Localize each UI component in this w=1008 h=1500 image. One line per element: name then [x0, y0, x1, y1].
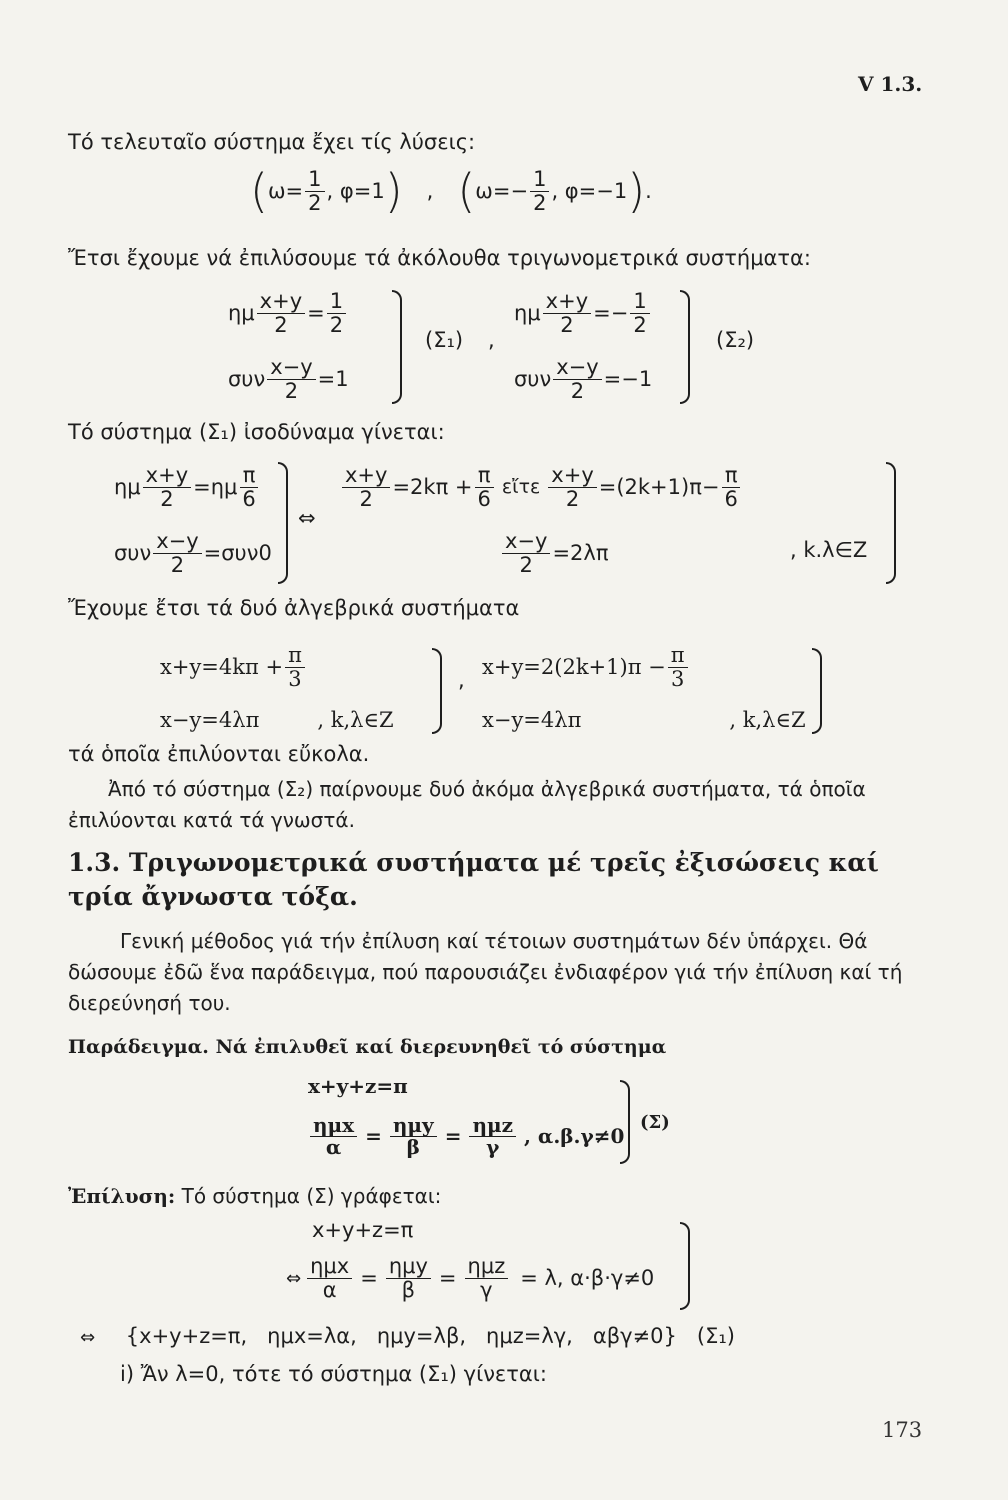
equiv-left: ημ $\frac{x+y}{2}$ =ημ $\frac{\pi}{6}$ συν $\frac{x-y}{2}$ =συν0: [114, 463, 272, 577]
text-line: Ἔχουμε ἔτσι τά δυό ἀλγεβρικά συστήματα: [68, 596, 520, 620]
brace: [812, 648, 822, 734]
brace: [278, 462, 288, 584]
text-line: Τό σύστημα (Σ₁) ἰσοδύναμα γίνεται:: [68, 420, 445, 444]
text-line: τά ὁποῖα ἐπιλύονται εὔκολα.: [68, 742, 370, 766]
example-line: Παράδειγμα. Νά ἐπιλυθεῖ καί διερευνηθεῖ τό σύστημα: [68, 1036, 667, 1058]
brace: [680, 290, 690, 404]
brace: [680, 1222, 690, 1310]
section-marker: V 1.3.: [858, 72, 923, 96]
solution-part: , φ=−1: [551, 179, 628, 203]
algebraic-system-2: x+y=2(2k+1)π − $\frac{\pi}{3}$ x−y=4λπ , k,λ∈Z: [482, 643, 806, 732]
example-system: x+y+z=π $\frac{\text{ημx}}{\alpha}$ = $\frac{\text{ημy}}{\beta}$ = $\frac{\text{ημz}}{\gamma}$ , α.β.γ≠0: [308, 1074, 625, 1159]
page-number: 173: [882, 1418, 923, 1442]
system-label: (Σ): [640, 1112, 670, 1133]
algebraic-system-1: x+y=4kπ + $\frac{\pi}{3}$ x−y=4λπ , k,λ∈Z: [160, 643, 394, 732]
solution-part: ω=: [267, 179, 304, 203]
equiv-right: $\frac{x+y}{2}$ =2kπ + $\frac{\pi}{6}$ εἴτε $\frac{x+y}{2}$ =(2k+1)π− $\frac{\pi}{6}$ $\frac{x-y}{2}$ =2λπ: [340, 458, 743, 582]
solution-part: ω=−: [475, 179, 529, 203]
brace: [432, 648, 442, 734]
fraction: $\frac{1}{2}$: [305, 168, 324, 213]
solution-part: , φ=1: [326, 179, 385, 203]
period: .: [645, 179, 652, 203]
solutions-line: ( ω= $\frac{1}{2}$ , φ=1 ) , ( ω=− $\frac{1}{2}$ , φ=−1 ) .: [250, 164, 652, 218]
system-label: (Σ₂): [716, 328, 755, 352]
final-system: ⇔ {x+y+z=π, ημx=λα, ημy=λβ, ημz=λγ, αβγ≠0} (Σ₁): [80, 1324, 735, 1348]
system-sigma1: ημ $\frac{x+y}{2}$ = $\frac{1}{2}$ συν $\frac{x-y}{2}$ =1: [228, 289, 349, 403]
separator: ,: [458, 668, 465, 692]
section-heading: 1.3. Τριγωνομετρικά συστήματα μέ τρεῖς ἐξισώσεις καί τρία ἄγνωστα τόξα.: [68, 848, 879, 911]
brace: [620, 1080, 630, 1164]
case-line: i) Ἄν λ=0, τότε τό σύστημα (Σ₁) γίνεται:: [120, 1362, 547, 1386]
paragraph: Γενική μέθοδος γιά τήν ἐπίλυση καί τέτοιων συστημάτων δέν ὑπάρχει. Θά δώσουμε ἐδῶ ἕνα παράδειγμα, πού παρουσιάζει ἐνδιαφέρον γιά τήν ἐπίλυση καί τή διερεύνησή του.: [68, 929, 903, 1015]
paragraph: Ἀπό τό σύστημα (Σ₂) παίρνουμε δυό ἀκόμα ἀλγεβρικά συστήματα, τά ὁποῖα ἐπιλύονται κατά τά γνωστά.: [68, 777, 866, 832]
solution-line: Ἐπίλυση: Τό σύστημα (Σ) γράφεται:: [68, 1184, 442, 1208]
solution-equation-1: x+y+z=π: [312, 1218, 414, 1242]
separator: ,: [426, 179, 434, 203]
condition: , k.λ∈Z: [790, 538, 868, 562]
system-label: (Σ₁): [425, 328, 464, 352]
system-sigma2: ημ $\frac{x+y}{2}$ =− $\frac{1}{2}$ συν $\frac{x-y}{2}$ =−1: [514, 289, 653, 403]
equiv-arrow: ⇔: [298, 506, 316, 530]
solution-equation-2: ⇔ $\frac{\text{ημx}}{\alpha}$ = $\frac{\text{ημy}}{\beta}$ = $\frac{\text{ημz}}{\gamma}$ = λ, α·β·γ≠0: [286, 1254, 655, 1302]
separator: ,: [488, 328, 495, 352]
brace: [392, 290, 402, 404]
brace: [886, 462, 896, 584]
text-line: Ἔτσι ἔχουμε νά ἐπιλύσουμε τά ἀκόλουθα τριγωνομετρικά συστήματα:: [68, 246, 811, 270]
text-line: Τό τελευταῖο σύστημα ἔχει τίς λύσεις:: [68, 130, 476, 154]
fraction: $\frac{1}{2}$: [530, 168, 549, 213]
